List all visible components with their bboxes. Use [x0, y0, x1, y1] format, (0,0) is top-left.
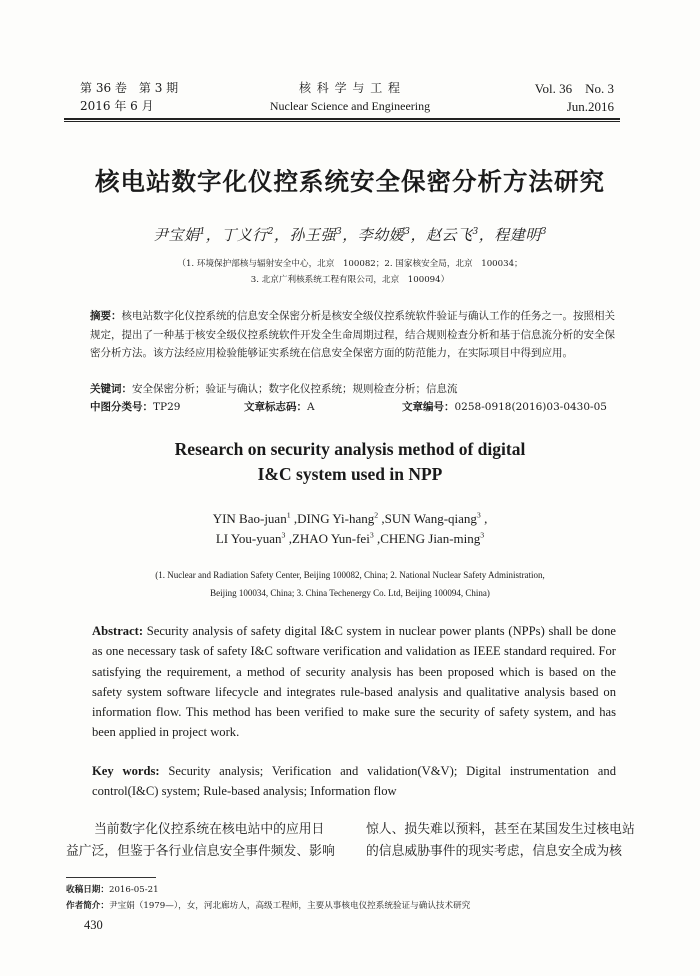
author-en: YIN Bao-juan$^1$ , — [212, 510, 298, 526]
body-left-line2: 益广泛，但鉴于各行业信息安全事件频发、影响 — [66, 844, 335, 859]
document-code: 文章标志码：A — [244, 401, 315, 413]
body-right-line2: 的信息威胁事件的现实考虑，信息安全成为核 — [366, 844, 622, 859]
affiliation-cn-line1: （1. 环境保护部核与辐射安全中心，北京 100082；2. 国家核安全局，北京 100034； — [177, 259, 523, 269]
header-volume-cn: 第 36 卷 第 3 期 — [80, 81, 179, 95]
author-en: DING Yi-hang$^2$ , — [297, 510, 385, 526]
author-cn: 赵云飞$^3$， — [426, 226, 495, 244]
authors-cn — [0, 224, 700, 245]
header-rule-thin — [64, 121, 620, 122]
header-journal-cn: 核 科 学 与 工 程 — [298, 81, 402, 95]
keywords-cn-label: 关键词： — [90, 383, 132, 395]
author-cn: 程建明$^3$ — [494, 226, 548, 244]
footnote-received: 收稿日期：2016-05-21 — [66, 885, 159, 895]
header-date-cn: 2016 年 6 月 — [80, 99, 154, 113]
body-left-line1: 当前数字化仪控系统在核电站中的应用日 — [94, 822, 325, 837]
keywords-en-label: Key words: — [92, 764, 160, 778]
author-cn: 尹宝娟$^1$， — [152, 226, 222, 244]
header-rule-thick — [64, 118, 620, 120]
title-en-line1: Research on security analysis method of digital — [174, 439, 526, 459]
affiliation-en-line1: (1. Nuclear and Radiation Safety Center, Beijing 100082, China; 2. National Nuclear Safety Administration, — [155, 570, 545, 580]
keywords-en — [92, 761, 616, 802]
keywords-cn — [90, 380, 615, 399]
page-number: 430 — [84, 918, 103, 932]
authors-en-line2 — [0, 529, 700, 549]
footnote-author: 作者简介：尹宝娟（1979—），女，河北廊坊人，高级工程师，主要从事核电仪控系统验证与确认技术研究 — [66, 901, 471, 911]
author-en: ZHAO Yun-fei$^3$ , — [291, 530, 381, 546]
author-en: LI You-yuan$^3$ , — [215, 530, 292, 546]
title-en-line2: I&C system used in NPP — [257, 464, 443, 484]
abstract-en-label: Abstract: — [92, 624, 144, 638]
abstract-cn-label: 摘要： — [90, 310, 122, 322]
body-right-line1: 惊人、损失难以预料，甚至在某国发生过核电站 — [366, 822, 635, 837]
header-date-en: Jun.2016 — [566, 99, 614, 114]
abstract-cn-text: 核电站数字化仪控系统的信息安全保密分析是核安全级仪控系统软件验证与确认工作的任务之一。按照相关规定，提出了一种基于核安全级仪控系统软件开发全生命周期过程，结合规则检查分析和基于信息流分析的安全保密分析方法。该方法经应用检验能够证实系统在信息安全保密方面的防范能力，在实际项目中得到应用。 — [90, 310, 615, 359]
footnote-rule — [66, 877, 156, 878]
header-volume-en: Vol. 36 No. 3 — [534, 81, 614, 96]
abstract-en-text: Security analysis of safety digital I&C system in nuclear power plants (NPPs) shall be done as one necessary task of safety I&C software verification and validation as IEEE standard required. For satisfying the requirement, a method of security analysis has been proposed which is based on the safety system software lifecycle and integrates rule-based analysis and qualitative analysis based on information flow. This method has been verified to make sure the security of safety system, and has been applied in project work. — [92, 624, 616, 740]
header-journal-en: Nuclear Science and Engineering — [269, 99, 431, 113]
author-cn: 丁义行$^2$， — [221, 226, 290, 244]
author-cn: 孙王强$^3$， — [289, 226, 358, 244]
author-cn: 李幼媛$^3$， — [357, 226, 427, 244]
title-cn: 核电站数字化仪控系统安全保密分析方法研究 — [95, 167, 605, 196]
affiliation-cn-line2: 3. 北京广利核系统工程有限公司，北京 100094） — [250, 275, 450, 285]
abstract-en — [92, 621, 616, 743]
keywords-en-text: Security analysis; Verification and validation(V&V); Digital instrumentation and control(I&C) system; Rule-based analysis; Information flow — [92, 764, 616, 799]
affiliation-en-line2: Beijing 100034, China; 3. China Techenergy Co. Ltd, Beijing 100094, China) — [210, 588, 490, 598]
authors-en-line1 — [0, 509, 700, 529]
article-number: 文章编号：0258-0918(2016)03-0430-05 — [402, 401, 607, 413]
keywords-cn-text: 安全保密分析；验证与确认；数字化仪控系统；规则检查分析；信息流 — [132, 383, 458, 395]
author-en: CHENG Jian-ming$^3$ — [380, 530, 485, 546]
author-en: SUN Wang-qiang$^3$ , — [384, 510, 488, 526]
classification: 中图分类号：TP29 — [90, 401, 181, 413]
abstract-cn — [90, 307, 615, 363]
